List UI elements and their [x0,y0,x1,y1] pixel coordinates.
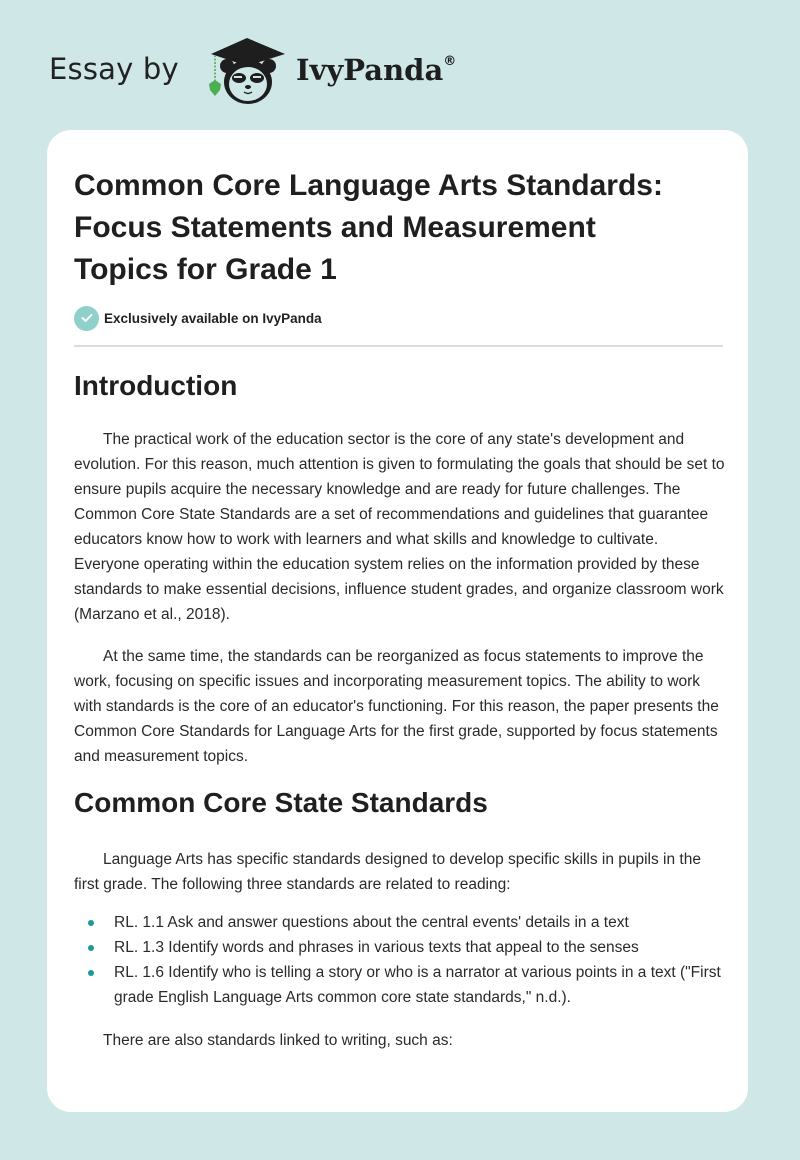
bullet-icon [88,970,94,976]
ivypanda-logo-icon[interactable] [203,36,291,106]
title-divider [74,345,723,347]
paragraph: At the same time, the standards can be reorganized as focus statements to improve the work, focusing on specific issues and incorporating measurement topics. The ability to work with standards is the core of an educator's functioning. For this reason, the paper presents the Common Core Standards for Language Arts for the first grade, supported by focus statements and measurement topics. [74,648,719,765]
brand-name[interactable] [296,53,456,87]
list-item [74,910,726,935]
check-circle-icon [74,306,99,331]
paragraph: The practical work of the education sector is the core of any state's development and evolution. For this reason, much attention is given to formulating the goals that should be set to ensure pupils acquire the necessary knowledge and are ready for future challenges. The Common Core State Standards are a set of recommendations and guidelines that guarantee educators know how to work with learners and what skills and knowledge to cultivate. Everyone operating within the education system relies on the information provided by these standards to make essential decisions, influence student grades, and organize classroom work (Marzano et al., 2018). [74,431,725,623]
exclusive-badge [74,306,322,330]
essay-card [47,130,748,1112]
list-item [74,960,726,1010]
essay-title: Common Core Language Arts Standards: Focus Statements and Measurement Topics for Grade 1 [74,169,663,286]
site-header [0,0,800,130]
essay-by-label: Essay by [49,52,179,86]
brand-text: IvyPanda [296,53,444,87]
section-heading-standards: Common Core State Standards [74,787,488,818]
list-item-text: RL. 1.6 Identify who is telling a story or who is a narrator at various points in a text ("First grade English Language Arts common core state standards," n.d.). [114,964,721,1006]
exclusive-badge-text: Exclusively available on IvyPanda [104,310,322,326]
list-item-text: RL. 1.1 Ask and answer questions about the central events' details in a text [114,914,629,931]
bullet-icon [88,945,94,951]
list-item-text: RL. 1.3 Identify words and phrases in various texts that appeal to the senses [114,939,639,956]
list-item [74,935,726,960]
bullet-icon [88,920,94,926]
section-heading-introduction: Introduction [74,370,238,401]
paragraph: There are also standards linked to writing, such as: [103,1032,453,1049]
paragraph: Language Arts has specific standards designed to develop specific skills in pupils in the first grade. The following three standards are related to reading: [74,851,701,893]
registered-mark: ® [443,54,457,70]
reading-standards-list [74,910,726,1010]
